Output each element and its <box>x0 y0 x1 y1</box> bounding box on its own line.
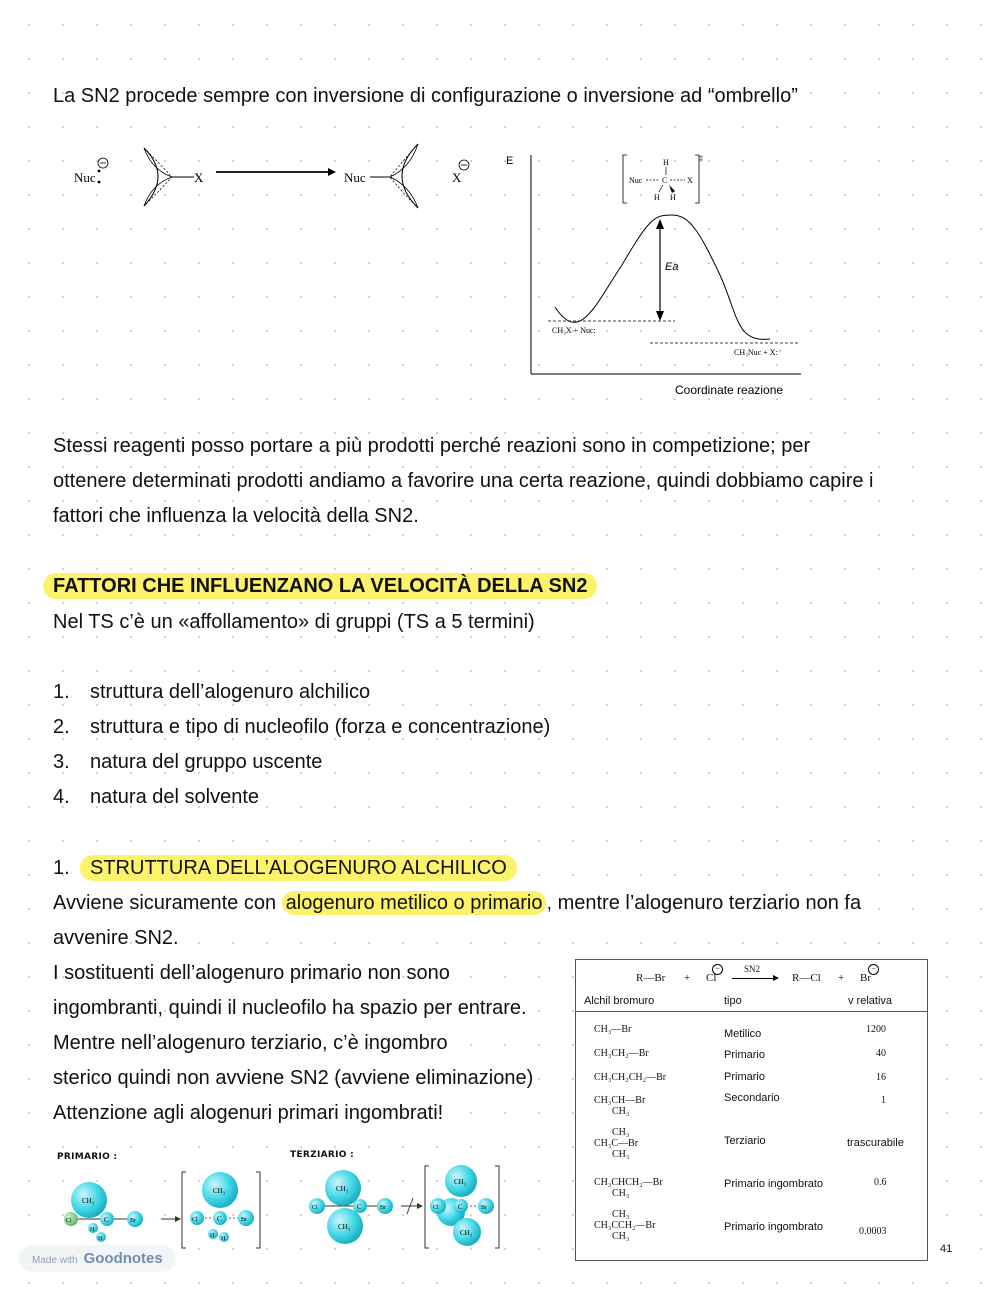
products-label: CH₃Nuc + X:⁻ <box>734 348 782 357</box>
svg-text:H: H <box>221 1236 226 1242</box>
factors-list <box>53 675 550 815</box>
header-divider <box>576 1011 927 1012</box>
subsection-line2: avvenire SN2. <box>53 927 179 949</box>
svg-text:Nuc: Nuc <box>629 176 643 185</box>
paragraph-line: Attenzione agli alogenuri primari ingombrati! <box>53 1102 444 1124</box>
svg-text:CH₃: CH₃ <box>454 1178 467 1186</box>
made-with-goodnotes-badge <box>20 1246 175 1271</box>
svg-text:CH₃: CH₃ <box>460 1229 473 1237</box>
table-row: CH₃CH₂—Br <box>594 1048 649 1059</box>
table-row: CH₃CHCH₂—Br CH₃ <box>594 1177 663 1199</box>
paragraph-line: sterico quindi non avviene SN2 (avviene eliminazione) <box>53 1067 534 1089</box>
minus-charge-icon: − <box>868 964 879 975</box>
svg-text:C: C <box>458 1203 463 1211</box>
paragraph-line: I sostituenti dell’alogenuro primario non sono <box>53 962 450 984</box>
svg-text:C: C <box>104 1216 109 1224</box>
svg-text:Cl: Cl <box>192 1217 198 1223</box>
ts-note: Nel TS c’è un «affollamento» di gruppi (TS a 5 termini) <box>53 611 535 633</box>
list-item: 2. struttura e tipo di nucleofilo (forza e concentrazione) <box>53 716 551 738</box>
col-header-type: tipo <box>724 995 742 1007</box>
table-row: CH₃CH₂CH₂—Br <box>594 1072 667 1083</box>
paragraph-line: Stessi reagenti posso portare a più prodotti perché reazioni sono in competizione; per <box>53 435 811 457</box>
rate-arrow-shaft <box>732 978 776 979</box>
svg-text:C: C <box>357 1203 362 1211</box>
subsection-title: STRUTTURA DELL’ALOGENURO ALCHILICO <box>80 855 517 881</box>
table-row: CH₃ CH₃C—Br CH₃ <box>594 1127 639 1160</box>
table-row: CH₃ CH₃CCH₂—Br CH₃ <box>594 1209 656 1242</box>
paragraph-line: Mentre nell’alogenuro terziario, c’è ingombro <box>53 1032 448 1054</box>
reactants-label: CH₃X + Nuc: <box>552 326 596 335</box>
col-header-rate: v relativa <box>848 995 893 1007</box>
nuc-right-label: Nuc <box>344 170 366 185</box>
svg-text:Br: Br <box>130 1218 136 1224</box>
energy-profile-diagram <box>500 145 810 405</box>
made-with-text: Made with <box>32 1255 78 1266</box>
list-item: 4. natura del solvente <box>53 786 260 808</box>
tertiary-halide-model <box>309 1170 423 1244</box>
col-header-bromide: Alchil bromuro <box>584 995 655 1007</box>
svg-text:Br: Br <box>481 1205 487 1211</box>
svg-text:X: X <box>687 176 693 185</box>
svg-text:H: H <box>90 1227 95 1233</box>
svg-text:Cl: Cl <box>312 1205 318 1211</box>
svg-text:Cl: Cl <box>66 1218 72 1224</box>
relative-rate-table: R—Br + Cl − SN2 R—Cl + Br − Alchil bromuro tipo v relativa CH₃—Br Metilico 1200 CH₃CH₂—Br Primario 40 CH₃CH₂CH₂—Br Primario 16 CH₃CH—Br CH₃ Secondario 1 CH₃ CH₃C—Br CH₃ Terziario trascurabile CH₃CHCH₂—Br CH₃ Primario ingombrato 0.6 CH₃ CH₃CCH₂—Br CH₃ Primario ingombrato 0.0003 <box>575 959 928 1261</box>
primary-halide-model <box>64 1182 181 1242</box>
axis-e-label: E <box>506 155 514 167</box>
section-heading <box>43 569 597 604</box>
intro-text: La SN2 procede sempre con inversione di configurazione o inversione ad “ombrello” <box>53 85 798 107</box>
x-left-label: X <box>194 170 204 185</box>
highlight-methyl-primary: alogenuro metilico o primario <box>282 891 547 915</box>
table-row: CH₃CH—Br CH₃ <box>594 1095 646 1117</box>
table-row: CH₃—Br <box>594 1024 632 1035</box>
goodnotes-logo: Goodnotes <box>83 1250 163 1267</box>
svg-text:CH₃: CH₃ <box>213 1187 226 1195</box>
svg-text:C: C <box>662 176 668 185</box>
svg-text:CH₃: CH₃ <box>336 1185 349 1193</box>
rate-arrow-head <box>773 975 779 981</box>
x-axis-label: Coordinate reazione <box>675 383 784 397</box>
svg-text:Br: Br <box>380 1205 386 1211</box>
primario-label: PRIMARIO : <box>57 1152 118 1162</box>
umbrella-inversion-scheme <box>60 140 480 220</box>
page-number: 41 <box>940 1243 953 1255</box>
tertiary-transition-state-model <box>425 1165 499 1248</box>
list-item: 1. struttura dell’alogenuro alchilico <box>53 681 371 703</box>
svg-text:CH₃: CH₃ <box>338 1223 351 1231</box>
subsection-heading: 1. STRUTTURA DELL’ALOGENURO ALCHILICO <box>53 851 517 886</box>
nuc-left-label: Nuc <box>74 170 96 185</box>
list-item: 3. natura del gruppo uscente <box>53 751 323 773</box>
paragraph-competition <box>53 429 874 534</box>
paragraph-line: ottenere determinati prodotti andiamo a favorire una certa reazione, quindi dobbiamo capire i <box>53 470 874 492</box>
terziario-label: TERZIARIO : <box>290 1150 355 1160</box>
svg-text:H: H <box>670 193 676 202</box>
steric-models <box>55 1162 525 1257</box>
svg-text:H: H <box>210 1233 215 1239</box>
ea-label: Ea <box>665 261 679 273</box>
paragraph-line: ingombranti, quindi il nucleofilo ha spazio per entrare. <box>53 997 527 1019</box>
steric-explanation <box>53 956 533 1131</box>
transition-state-structure <box>623 154 703 203</box>
paragraph-line: fattori che influenza la velocità della SN2. <box>53 505 419 527</box>
svg-text:Br: Br <box>241 1217 247 1223</box>
svg-text:‡: ‡ <box>699 154 703 163</box>
x-right-label: X <box>452 170 462 185</box>
energy-curve <box>555 215 770 339</box>
section-heading-highlight: FATTORI CHE INFLUENZANO LA VELOCITÀ DELLA SN2 <box>43 573 597 599</box>
svg-text:H: H <box>654 193 660 202</box>
minus-charge-icon: − <box>712 964 723 975</box>
svg-text:C: C <box>217 1215 222 1223</box>
svg-text:H: H <box>98 1236 103 1242</box>
svg-text:H: H <box>663 158 669 167</box>
svg-text:Cl: Cl <box>433 1205 439 1211</box>
subsection-line1: Avviene sicuramente con alogenuro metilico o primario , mentre l’alogenuro terziario non fa <box>53 892 862 914</box>
svg-text:CH₃: CH₃ <box>82 1197 95 1205</box>
primary-transition-state-model <box>182 1172 260 1248</box>
